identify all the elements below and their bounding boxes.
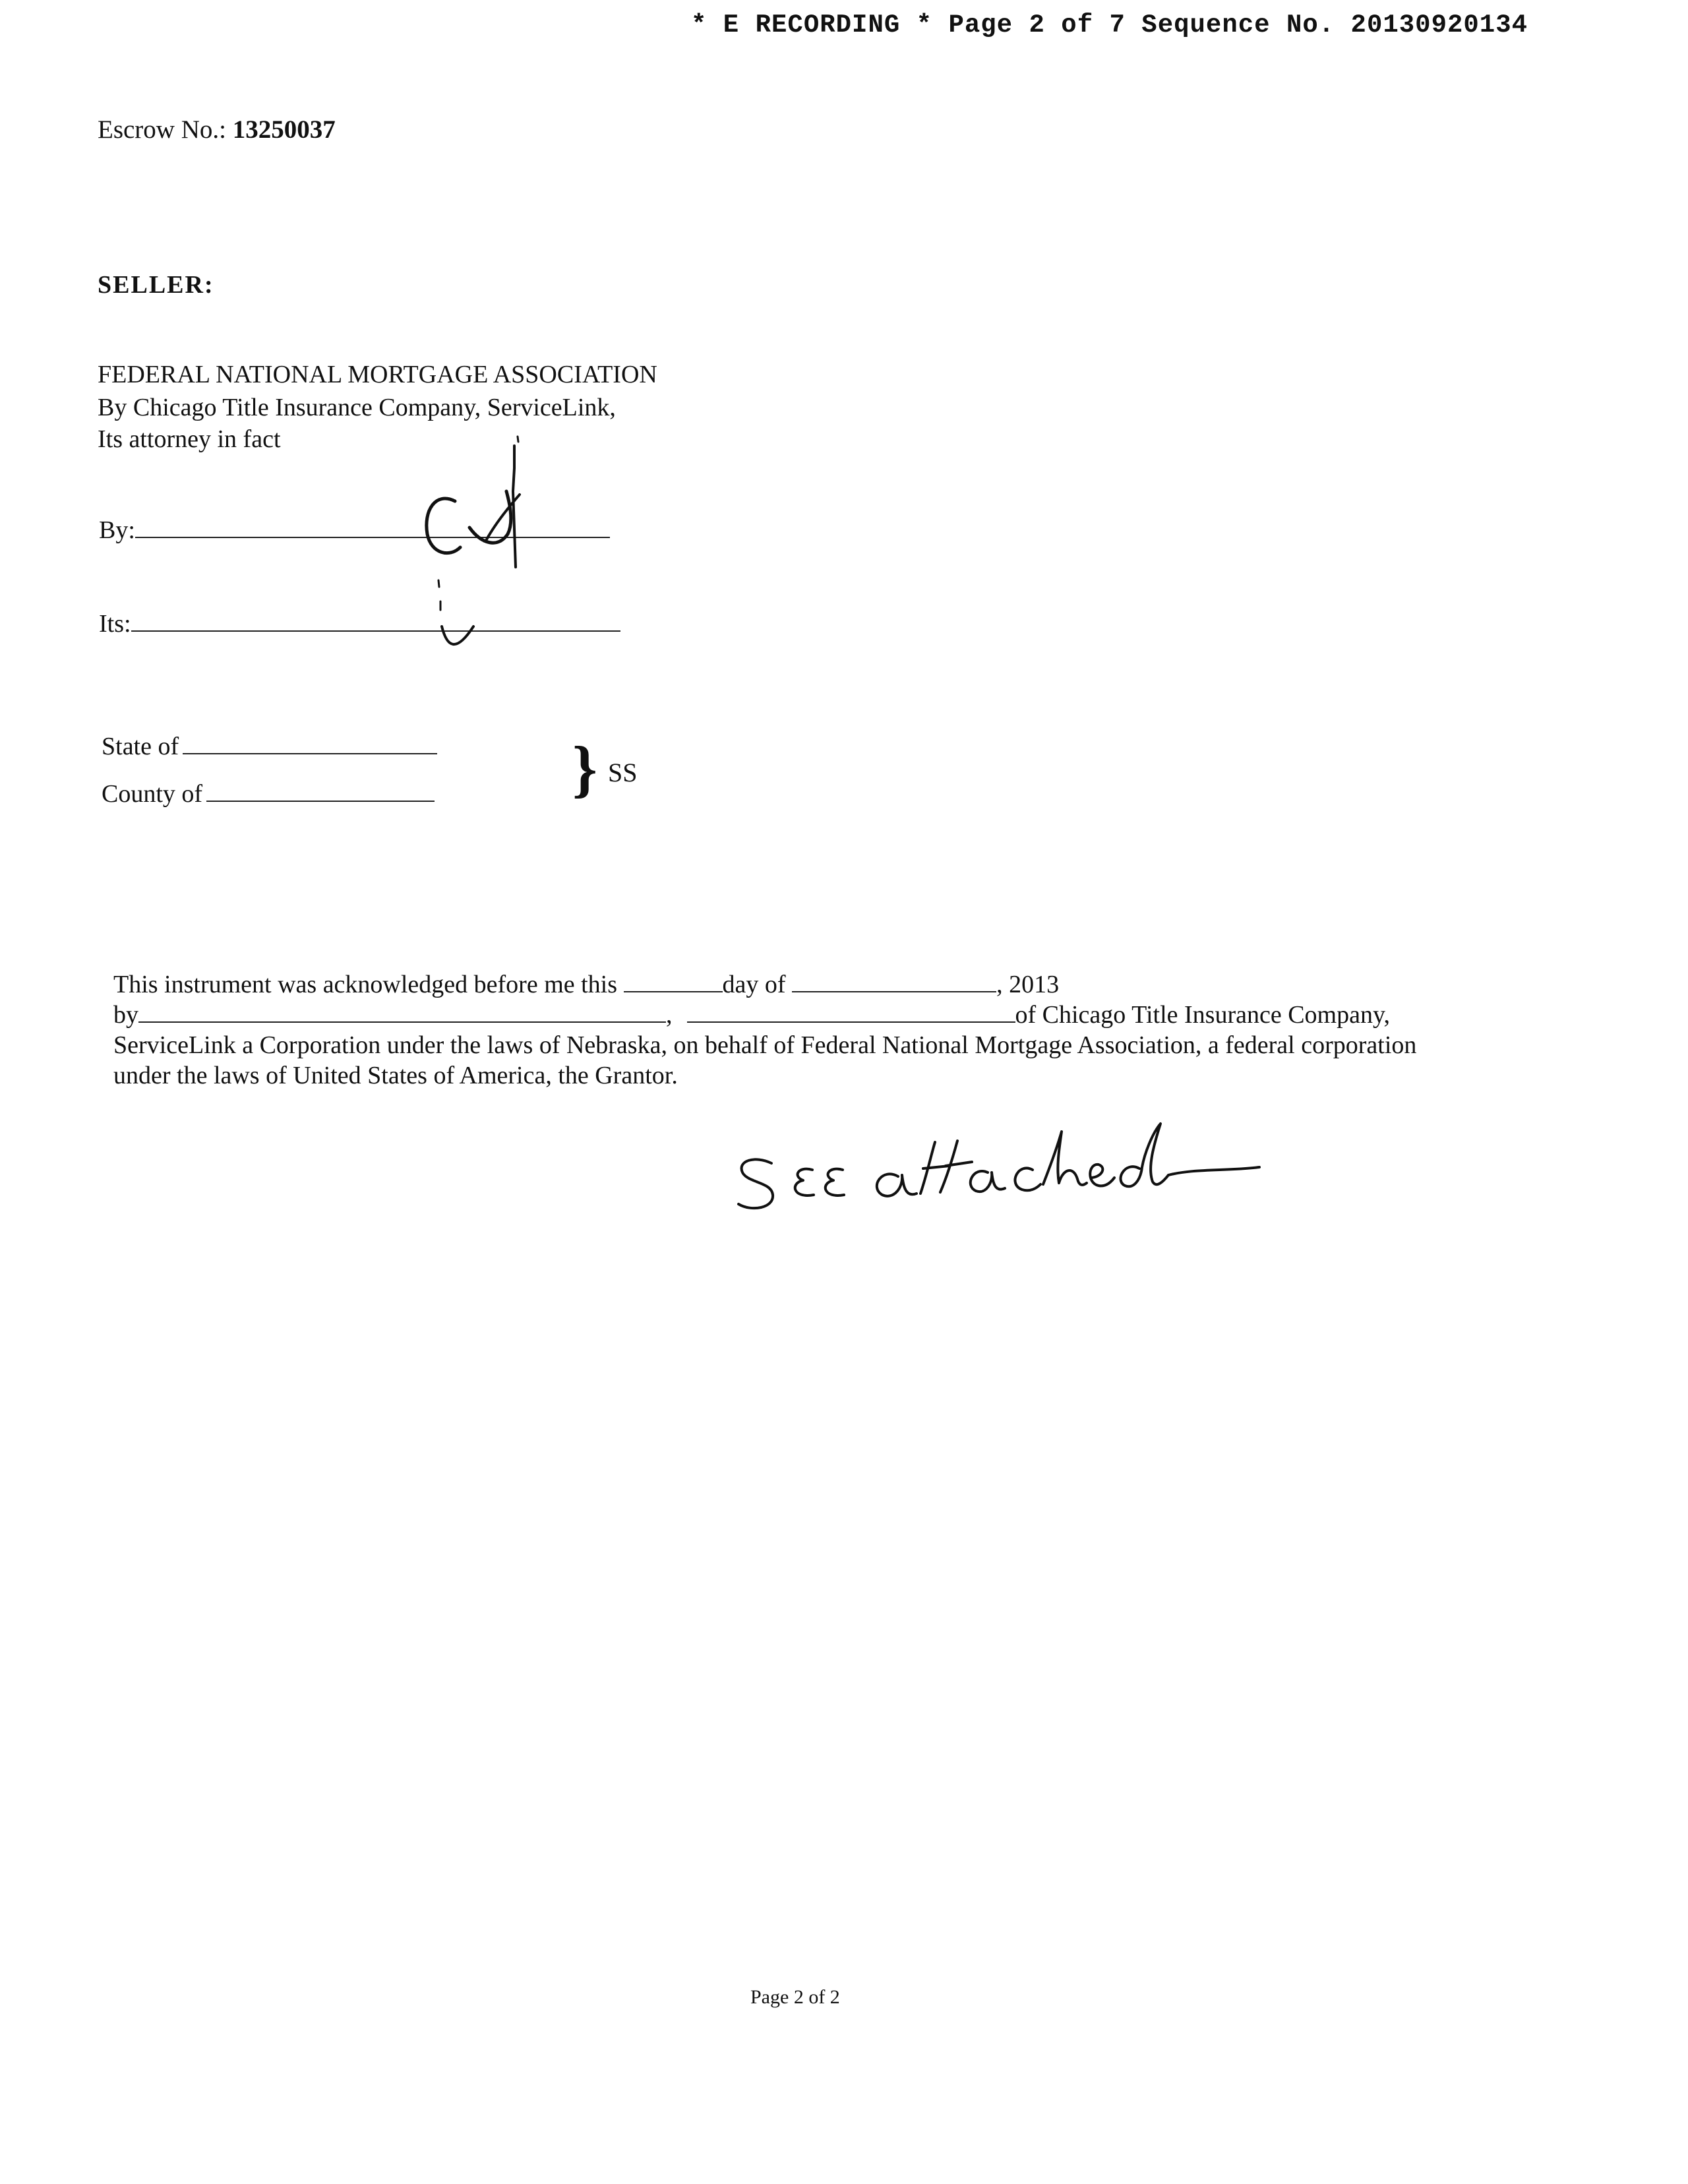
- county-line: [102, 778, 435, 810]
- ack-month-blank: [792, 970, 996, 992]
- seller-heading: SELLER:: [98, 271, 214, 299]
- recording-header: * E RECORDING * Page 2 of 7 Sequence No. 20130920134: [691, 11, 1528, 40]
- handwritten-see-attached-note: [725, 1095, 1266, 1220]
- escrow-number-line: [98, 115, 336, 144]
- its-label: Its:: [99, 610, 131, 638]
- state-label: State of: [102, 733, 179, 760]
- ack-company-text: of Chicago Title Insurance Company,: [1015, 1001, 1391, 1029]
- by-label: By:: [99, 516, 135, 544]
- signature-mark: [409, 429, 554, 666]
- acknowledgment-paragraph: [113, 969, 1524, 1091]
- seller-by-line: By Chicago Title Insurance Company, ServiceLink,: [98, 394, 616, 421]
- ack-title-blank: [687, 1000, 1015, 1023]
- seller-role-line: Its attorney in fact: [98, 425, 281, 453]
- venue-brace: }: [572, 733, 597, 804]
- ack-line-2: [113, 1000, 1524, 1030]
- ack-intro-text: This instrument was acknowledged before me this: [113, 971, 618, 998]
- ack-comma: ,: [666, 1001, 673, 1029]
- state-line: [102, 731, 437, 762]
- seller-entity: FEDERAL NATIONAL MORTGAGE ASSOCIATION: [98, 361, 657, 388]
- escrow-label: Escrow No.:: [98, 115, 226, 144]
- state-blank: [183, 732, 437, 754]
- venue-ss: SS: [608, 758, 638, 787]
- ack-day-blank: [624, 970, 723, 992]
- ack-name-blank: [138, 1000, 666, 1023]
- ack-year-text: , 2013: [996, 971, 1060, 998]
- page-footer: Page 2 of 2: [750, 1986, 840, 2008]
- escrow-number: 13250037: [232, 115, 336, 144]
- ack-line-4: under the laws of United States of America, the Grantor.: [113, 1062, 678, 1089]
- ack-line-3: ServiceLink a Corporation under the laws of Nebraska, on behalf of Federal National Mortgage Association, a federal corporation: [113, 1031, 1417, 1059]
- county-blank: [206, 779, 435, 802]
- ack-day-of-text: day of: [722, 971, 786, 998]
- ack-by-text: by: [113, 1001, 138, 1029]
- ack-line-1: [113, 969, 1524, 1000]
- county-label: County of: [102, 780, 203, 808]
